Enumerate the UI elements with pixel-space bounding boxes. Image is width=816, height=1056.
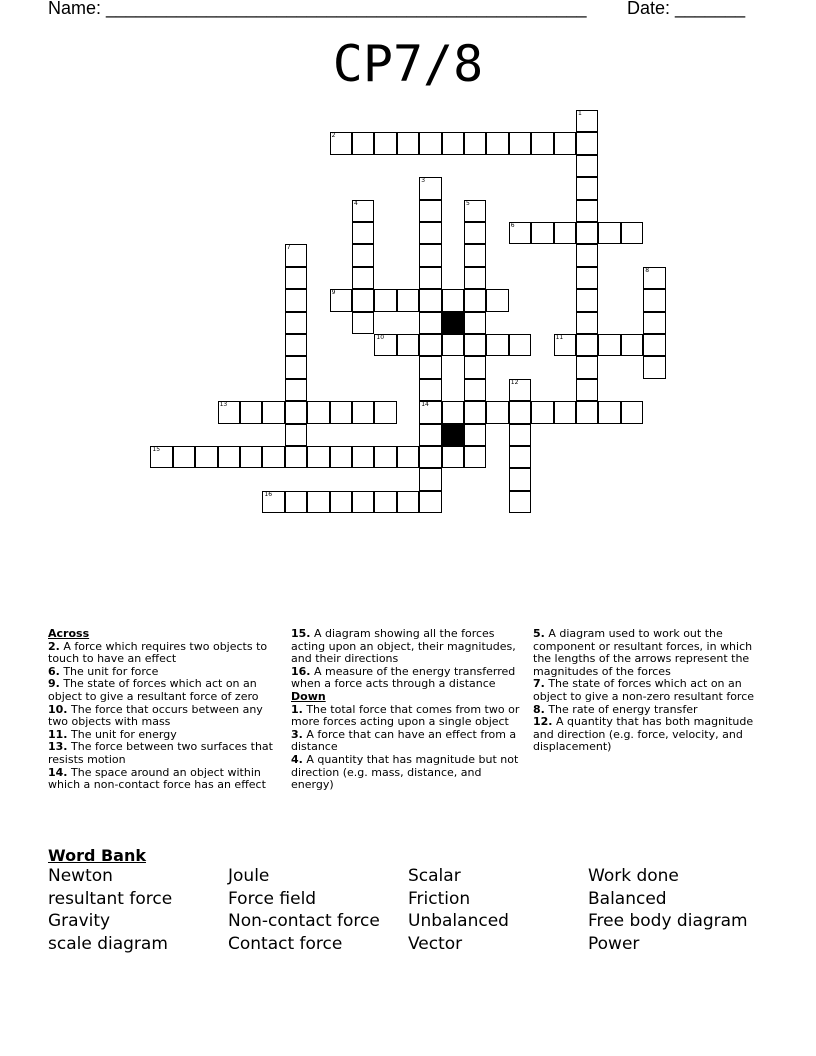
grid-cell[interactable] (240, 401, 262, 423)
clue-text: The force that occurs between any two objects with mass (48, 702, 263, 729)
grid-cell[interactable] (195, 446, 217, 468)
grid-cell[interactable] (598, 401, 620, 423)
word-bank-item: Joule (228, 866, 270, 886)
grid-cell[interactable] (442, 132, 464, 154)
grid-cell[interactable] (464, 356, 486, 378)
word-bank-item: Free body diagram (588, 911, 748, 932)
grid-cell[interactable] (397, 446, 419, 468)
clue-item (48, 678, 278, 703)
clue-number: 14 (421, 401, 429, 409)
clue-number: 7 (286, 244, 291, 252)
clue-item (48, 704, 278, 729)
word-bank-item: Gravity (48, 911, 111, 932)
grid-cell[interactable] (442, 334, 464, 356)
clue-item (291, 754, 527, 792)
clue-text: A diagram showing all the forces acting upon an object, their magnitudes, and their directions (291, 627, 516, 666)
grid-cell[interactable] (464, 379, 486, 401)
grid-cell[interactable] (419, 468, 441, 490)
grid-cell[interactable] (374, 132, 396, 154)
clue-item (291, 628, 527, 666)
grid-cell[interactable] (643, 267, 665, 289)
grid-cell[interactable] (218, 446, 240, 468)
grid-cell[interactable] (352, 446, 374, 468)
grid-cell[interactable] (531, 222, 553, 244)
grid-cell[interactable] (621, 222, 643, 244)
grid-cell[interactable] (419, 289, 441, 311)
grid-cell[interactable] (419, 446, 441, 468)
clue-number: 5. (533, 627, 545, 640)
grid-cell[interactable] (464, 401, 486, 423)
grid-cell[interactable] (285, 491, 307, 513)
grid-cell[interactable] (285, 446, 307, 468)
clue-number: 1 (578, 110, 582, 117)
word-bank-item: Friction (408, 888, 471, 909)
grid-cell[interactable] (509, 401, 531, 423)
clues-column-1 (48, 628, 278, 792)
grid-cell[interactable] (486, 334, 508, 356)
grid-cell[interactable] (285, 244, 307, 266)
grid-cell[interactable] (173, 446, 195, 468)
word-bank-item: scale diagram (48, 934, 168, 955)
grid-cell[interactable] (352, 289, 374, 311)
grid-cell[interactable] (554, 334, 576, 356)
clue-number: 10 (376, 334, 385, 341)
clues-column-2 (291, 628, 527, 792)
grid-cell[interactable] (397, 491, 419, 513)
grid-cell[interactable] (576, 222, 598, 244)
clue-number: 15 (152, 446, 161, 453)
clue-number: 4. (291, 752, 303, 766)
grid-cell[interactable] (419, 424, 441, 446)
grid-cell[interactable] (419, 132, 441, 154)
page-title: CP7/8 (332, 35, 484, 93)
grid-cell[interactable] (509, 424, 531, 446)
grid-cell[interactable] (464, 334, 486, 356)
grid-cell[interactable] (262, 401, 284, 423)
clue-text: The rate of energy transfer (544, 702, 698, 716)
grid-cell[interactable] (576, 177, 598, 199)
grid-cell[interactable] (285, 267, 307, 289)
grid-cell[interactable] (419, 267, 441, 289)
name-field-label: Name: ________________________________________________ (48, 0, 587, 18)
grid-cell[interactable] (397, 132, 419, 154)
across-heading: Across (48, 627, 90, 640)
clue-number: 11 (555, 334, 564, 341)
grid-cell[interactable] (621, 401, 643, 423)
grid-cell[interactable] (509, 222, 531, 244)
clue-number: 12 (510, 378, 519, 386)
grid-cell[interactable] (531, 132, 553, 154)
grid-cell[interactable] (576, 110, 598, 132)
grid-cell[interactable] (554, 401, 576, 423)
black-cell (442, 312, 464, 334)
grid-cell[interactable] (330, 289, 352, 311)
grid-cell[interactable] (352, 312, 374, 334)
clue-text: A quantity that has both magnitude and direction (e.g. force, velocity, and displacement) (533, 715, 754, 754)
grid-cell[interactable] (397, 289, 419, 311)
clue-number: 3 (421, 177, 426, 185)
grid-cell[interactable] (262, 491, 284, 513)
clue-number: 8 (645, 266, 650, 274)
grid-cell[interactable] (374, 401, 396, 423)
grid-cell[interactable] (509, 379, 531, 401)
clue-text: The unit for energy (67, 727, 177, 741)
grid-cell[interactable] (374, 334, 396, 356)
clue-item (533, 628, 773, 678)
grid-cell[interactable] (285, 356, 307, 378)
grid-cell[interactable] (576, 244, 598, 266)
grid-cell[interactable] (352, 267, 374, 289)
grid-cell[interactable] (352, 132, 374, 154)
grid-cell[interactable] (576, 334, 598, 356)
word-bank-item: Balanced (588, 888, 667, 909)
grid-cell[interactable] (419, 356, 441, 378)
grid-cell[interactable] (150, 446, 172, 468)
word-bank-item: Vector (408, 934, 463, 955)
grid-cell[interactable] (352, 401, 374, 423)
clue-item (48, 741, 278, 766)
grid-cell[interactable] (576, 289, 598, 311)
grid-cell[interactable] (442, 289, 464, 311)
word-bank-item: resultant force (48, 888, 173, 909)
down-heading: Down (291, 689, 326, 703)
grid-cell[interactable] (307, 401, 329, 423)
date-field-label: Date: _______ (627, 0, 746, 18)
grid-cell[interactable] (419, 244, 441, 266)
grid-cell[interactable] (307, 491, 329, 513)
grid-cell[interactable] (330, 446, 352, 468)
clue-text: The state of forces which act on an object to give a non-zero resultant force (533, 677, 755, 703)
grid-cell[interactable] (576, 155, 598, 177)
grid-cell[interactable] (643, 312, 665, 334)
clue-number: 5 (466, 199, 470, 207)
grid-cell[interactable] (621, 334, 643, 356)
clue-number: 1. (291, 702, 303, 716)
grid-cell[interactable] (486, 289, 508, 311)
clue-number: 8. (533, 702, 545, 716)
black-cell (442, 424, 464, 446)
clue-item (533, 678, 773, 703)
grid-cell[interactable] (486, 401, 508, 423)
grid-cell[interactable] (240, 446, 262, 468)
grid-cell[interactable] (464, 132, 486, 154)
clue-text: The space around an object within which a non-contact force has an effect (48, 765, 266, 792)
clue-number: 11. (48, 727, 68, 741)
grid-cell[interactable] (442, 446, 464, 468)
grid-cell[interactable] (509, 446, 531, 468)
clue-text: A force that can have an effect from a distance (291, 727, 517, 754)
clue-number: 4 (354, 199, 358, 207)
word-bank-item: Newton (48, 866, 113, 886)
word-bank-item: Force field (228, 888, 317, 909)
grid-cell[interactable] (531, 401, 553, 423)
grid-cell[interactable] (643, 356, 665, 378)
grid-cell[interactable] (285, 289, 307, 311)
grid-cell[interactable] (419, 379, 441, 401)
word-bank-item: Scalar (408, 866, 461, 886)
grid-cell[interactable] (576, 267, 598, 289)
grid-cell[interactable] (285, 401, 307, 423)
clue-number: 14. (48, 765, 68, 779)
grid-cell[interactable] (218, 401, 240, 423)
grid-cell[interactable] (464, 244, 486, 266)
grid-cell[interactable] (576, 356, 598, 378)
clue-text: A force which requires two objects to touch to have an effect (48, 639, 268, 666)
grid-cell[interactable] (352, 244, 374, 266)
word-bank-item: Work done (588, 866, 679, 886)
grid-cell[interactable] (397, 334, 419, 356)
clue-text: A quantity that has magnitude but not direction (e.g. mass, distance, and energy) (291, 752, 519, 792)
grid-cell[interactable] (352, 200, 374, 222)
grid-cell[interactable] (509, 132, 531, 154)
grid-cell[interactable] (330, 491, 352, 513)
grid-cell[interactable] (374, 446, 396, 468)
word-bank-item: Non-contact force (228, 911, 380, 932)
grid-cell[interactable] (554, 222, 576, 244)
grid-cell[interactable] (509, 468, 531, 490)
grid-cell[interactable] (509, 491, 531, 513)
grid-cell[interactable] (464, 446, 486, 468)
grid-cell[interactable] (419, 312, 441, 334)
clue-number: 16 (264, 490, 273, 498)
grid-cell[interactable] (509, 334, 531, 356)
grid-cell[interactable] (464, 312, 486, 334)
grid-cell[interactable] (330, 401, 352, 423)
grid-cell[interactable] (285, 312, 307, 334)
grid-cell[interactable] (330, 132, 352, 154)
word-bank-item: Power (588, 934, 640, 955)
grid-cell[interactable] (554, 132, 576, 154)
grid-cell[interactable] (576, 200, 598, 222)
grid-cell[interactable] (643, 334, 665, 356)
word-bank-item: Unbalanced (408, 911, 509, 932)
clue-number: 6 (510, 222, 515, 229)
clue-number: 16. (291, 664, 311, 678)
clue-number: 15. (291, 627, 311, 640)
grid-cell[interactable] (285, 334, 307, 356)
clue-number: 2. (48, 639, 60, 653)
clue-text: The total force that comes from two or more forces acting upon a single object (291, 702, 520, 729)
clue-number: 13 (219, 401, 228, 409)
grid-cell[interactable] (576, 312, 598, 334)
grid-cell[interactable] (419, 200, 441, 222)
word-bank-item: Contact force (228, 934, 343, 955)
clue-item (533, 716, 773, 754)
grid-cell[interactable] (576, 401, 598, 423)
grid-cell[interactable] (352, 491, 374, 513)
clue-number: 9 (331, 289, 336, 297)
grid-cell[interactable] (598, 334, 620, 356)
grid-cell[interactable] (442, 401, 464, 423)
grid-cell[interactable] (262, 446, 284, 468)
grid-cell[interactable] (464, 267, 486, 289)
clue-text: The unit for force (59, 664, 159, 678)
grid-cell[interactable] (285, 424, 307, 446)
grid-cell[interactable] (419, 222, 441, 244)
grid-cell[interactable] (464, 200, 486, 222)
grid-cell[interactable] (419, 334, 441, 356)
clue-text: A measure of the energy transferred when a force acts through a distance (291, 664, 516, 691)
clue-number: 2 (331, 132, 336, 140)
clue-number: 10. (48, 702, 68, 716)
grid-cell[interactable] (307, 446, 329, 468)
grid-cell[interactable] (643, 289, 665, 311)
grid-cell[interactable] (486, 132, 508, 154)
grid-cell[interactable] (464, 289, 486, 311)
grid-cell[interactable] (285, 379, 307, 401)
clues-column-3 (533, 628, 773, 754)
clue-number: 12. (533, 715, 553, 729)
grid-cell[interactable] (419, 401, 441, 423)
clue-number: 6. (48, 664, 60, 678)
grid-cell[interactable] (576, 379, 598, 401)
grid-cell[interactable] (374, 491, 396, 513)
clue-number: 9. (48, 677, 60, 691)
clue-item (291, 666, 527, 691)
clue-number: 7. (533, 677, 545, 691)
grid-cell[interactable] (419, 491, 441, 513)
grid-cell[interactable] (352, 222, 374, 244)
grid-cell[interactable] (464, 222, 486, 244)
clue-number: 3. (291, 727, 303, 741)
clue-item (48, 641, 278, 666)
grid-cell[interactable] (464, 424, 486, 446)
grid-cell[interactable] (576, 132, 598, 154)
grid-cell[interactable] (419, 177, 441, 199)
clue-text: The state of forces which act on an object to give a resultant force of zero (48, 677, 259, 703)
clue-text: A diagram used to work out the component or resultant forces, in which the lengths of the arrows represent the magnitudes of the forces (533, 627, 753, 678)
clue-number: 13. (48, 740, 68, 754)
clue-item (291, 729, 527, 754)
word-bank-title: Word Bank (48, 846, 147, 865)
grid-cell[interactable] (598, 222, 620, 244)
clue-item (291, 704, 527, 729)
grid-cell[interactable] (374, 289, 396, 311)
clue-text: The force between two surfaces that resists motion (48, 740, 273, 766)
clue-item (48, 767, 278, 792)
